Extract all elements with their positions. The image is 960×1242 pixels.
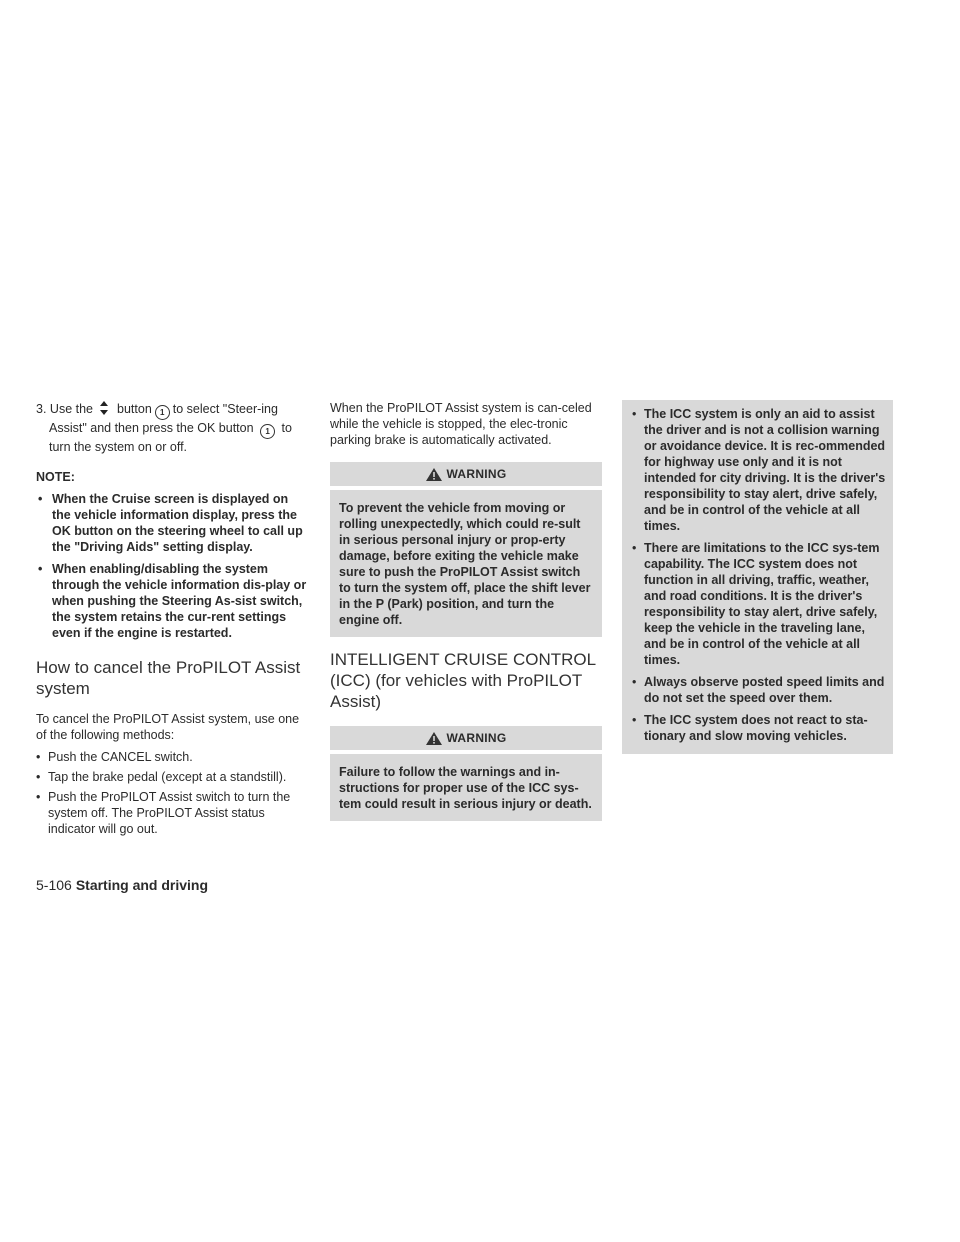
cancel-method: • Push the ProPILOT Assist switch to turn the system off. The ProPILOT Assist status indicator will go out. bbox=[36, 789, 308, 837]
warning-triangle-icon bbox=[425, 467, 443, 482]
section-heading-cancel: How to cancel the ProPILOT Assist system bbox=[36, 658, 301, 698]
note-item: • When the Cruise screen is displayed on the vehicle information display, press the OK button on the steering wheel to call up the "Driving Aids" setting display. bbox=[36, 491, 308, 555]
note-title: NOTE: bbox=[36, 470, 75, 484]
warning-label: WARNING bbox=[446, 731, 507, 745]
icc-warning-item: • The ICC system does not react to sta-tionary and slow moving vehicles. bbox=[628, 712, 886, 744]
auto-brake-paragraph: When the ProPILOT Assist system is can-celed while the vehicle is stopped, the elec-tronic parking brake is automatically activated. bbox=[330, 401, 592, 447]
warning-label: WARNING bbox=[446, 467, 507, 481]
cancel-intro: To cancel the ProPILOT Assist system, use one of the following methods: bbox=[36, 712, 300, 742]
page-number: 5-106 bbox=[36, 877, 72, 893]
callout-1-icon: 1 bbox=[155, 405, 170, 420]
column-right bbox=[622, 400, 893, 754]
chapter-title: Starting and driving bbox=[75, 877, 209, 893]
up-down-arrow-icon bbox=[99, 400, 109, 416]
icc-warning-item: • There are limitations to the ICC sys-tem capability. The ICC system does not function in all driving, traffic, weather, and road conditions. It is the driver's responsibility to stay alert, drive safely, keep the vehicle in the traveling lane, and be in control of the vehicle at all times. bbox=[628, 540, 886, 668]
step-text-b: button bbox=[117, 402, 152, 416]
icc-warning-item: • The ICC system is only an aid to assist the driver and is not a collision warning or avoidance device. It is rec-ommended for highway use only and it is not intended for city driving. It is the driver's responsibility to stay alert, drive safely, and be in control of the vehicle at all times. bbox=[628, 406, 886, 534]
cancel-method: • Tap the brake pedal (except at a standstill). bbox=[36, 769, 308, 785]
warning-triangle-icon bbox=[425, 731, 443, 746]
note-item: • When enabling/disabling the system through the vehicle information dis-play or when pushing the Steering As-sist switch, the system retains the cur-rent settings even if the engine is restarted. bbox=[36, 561, 308, 641]
icc-warning-list bbox=[622, 400, 893, 754]
column-left bbox=[36, 400, 308, 841]
cancel-method: • Push the CANCEL switch. bbox=[36, 749, 308, 765]
step-3 bbox=[36, 400, 308, 455]
step-number: 3. bbox=[36, 402, 47, 416]
icc-warning-item: • Always observe posted speed limits and do not set the speed over them. bbox=[628, 674, 886, 706]
warning-header bbox=[330, 726, 602, 750]
warning-body: Failure to follow the warnings and in-structions for proper use of the ICC sys-tem could result in serious injury or death. bbox=[330, 754, 602, 821]
page-footer bbox=[36, 876, 208, 894]
step-text-d: to turn the system on or off. bbox=[49, 421, 292, 454]
step-text-a: Use the bbox=[49, 402, 94, 416]
callout-1-icon: 1 bbox=[260, 424, 275, 439]
section-heading-icc: INTELLIGENT CRUISE CONTROL (ICC) (for vehicles with ProPILOT Assist) bbox=[330, 650, 596, 711]
warning-header bbox=[330, 462, 602, 486]
column-middle bbox=[330, 400, 602, 821]
step-text-c: to select "Steer-ing Assist" and then press the OK button bbox=[49, 402, 278, 435]
warning-body: To prevent the vehicle from moving or rolling unexpectedly, which could re-sult in serious personal injury or prop-erty damage, before exiting the vehicle make sure to push the ProPILOT Assist switch to turn the system off, place the shift lever in the P (Park) position, and turn the engine off. bbox=[330, 490, 602, 637]
